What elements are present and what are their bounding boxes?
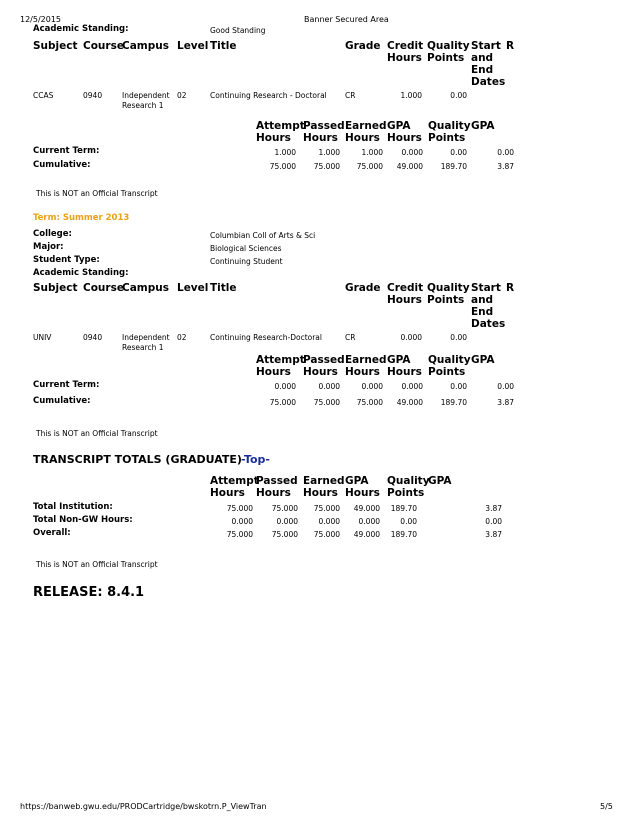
header-grade: Grade [345, 282, 381, 294]
gpa-hours: 49.000 [396, 398, 423, 407]
header-subject: Subject [33, 40, 78, 52]
student-type-label: Student Type: [33, 255, 100, 265]
earned-hours: 1.000 [361, 148, 383, 157]
header-campus: Campus [122, 40, 169, 52]
gpa: 0.00 [485, 517, 502, 526]
header-passed-hours: Passed Hours [303, 120, 345, 144]
term-heading: Term: Summer 2013 [33, 213, 130, 223]
course-quality-points: 0.00 [450, 333, 467, 342]
gpa-hours: 49.000 [353, 504, 380, 513]
gpa: 3.87 [497, 398, 514, 407]
gpa: 3.87 [497, 162, 514, 171]
header-r: R [506, 282, 515, 294]
header-earned-hours: Earned Hours [303, 475, 345, 499]
quality-points: 0.00 [400, 517, 417, 526]
header-course: Course [83, 40, 124, 52]
attempt-hours: 0.000 [274, 382, 296, 391]
gpa-hours: 0.000 [401, 382, 423, 391]
gpa-hours: 0.000 [358, 517, 380, 526]
header-level: Level [177, 282, 209, 294]
header-campus: Campus [122, 282, 169, 294]
release-version: RELEASE: 8.4.1 [33, 585, 145, 600]
header-start-end-dates: Start and End Dates [471, 282, 506, 330]
unofficial-note: This is NOT an Official Transcript [36, 560, 158, 569]
quality-points: 189.70 [440, 162, 467, 171]
passed-hours: 75.000 [313, 398, 340, 407]
header-level: Level [177, 40, 209, 52]
gpa: 0.00 [497, 382, 514, 391]
course-level: 02 [177, 333, 187, 342]
attempt-hours: 75.000 [269, 162, 296, 171]
header-subject: Subject [33, 282, 78, 294]
course-quality-points: 0.00 [450, 91, 467, 100]
course-number: 0940 [83, 333, 103, 342]
attempt-hours: 75.000 [226, 504, 253, 513]
header-passed-hours: Passed Hours [256, 475, 298, 499]
header-attempt-hours: Attempt Hours [256, 120, 305, 144]
gpa-hours: 49.000 [353, 530, 380, 539]
totals-label: Total Non-GW Hours: [33, 515, 133, 525]
course-grade: CR [345, 91, 356, 100]
header-title: Title [210, 40, 237, 52]
course-campus: Independent Research 1 [122, 333, 170, 352]
major-label: Major: [33, 242, 64, 252]
academic-standing-label: Academic Standing: [33, 268, 129, 278]
student-type-value: Continuing Student [210, 257, 283, 266]
earned-hours: 75.000 [356, 398, 383, 407]
header-credit-hours: Credit Hours [387, 40, 424, 64]
header-quality-points: Quality Points [387, 475, 430, 499]
academic-standing-label: Academic Standing: [33, 24, 129, 34]
passed-hours: 1.000 [318, 148, 340, 157]
header-quality-points: Quality Points [427, 40, 470, 64]
totals-label: Overall: [33, 528, 71, 538]
earned-hours: 75.000 [313, 504, 340, 513]
header-passed-hours: Passed Hours [303, 354, 345, 378]
course-number: 0940 [83, 91, 103, 100]
academic-standing-value: Good Standing [210, 26, 266, 35]
course-title: Continuing Research - Doctoral [210, 91, 327, 100]
header-gpa-hours: GPA Hours [387, 354, 422, 378]
passed-hours: 0.000 [318, 382, 340, 391]
header-attempt-hours: Attempt Hours [210, 475, 259, 499]
header-grade: Grade [345, 40, 381, 52]
header-r: R [506, 40, 515, 52]
header-gpa: GPA [471, 120, 495, 132]
quality-points: 0.00 [450, 148, 467, 157]
course-level: 02 [177, 91, 187, 100]
unofficial-note: This is NOT an Official Transcript [36, 189, 158, 198]
course-campus: Independent Research 1 [122, 91, 170, 110]
gpa-hours: 0.000 [401, 148, 423, 157]
print-date: 12/5/2015 [20, 15, 62, 24]
course-subject: UNIV [33, 333, 52, 342]
header-attempt-hours: Attempt Hours [256, 354, 305, 378]
header-gpa: GPA [428, 475, 452, 487]
passed-hours: 75.000 [271, 504, 298, 513]
totals-label: Total Institution: [33, 502, 113, 512]
course-credit-hours: 1.000 [400, 91, 422, 100]
print-title: Banner Secured Area [304, 15, 389, 24]
college-label: College: [33, 229, 72, 239]
major-value: Biological Sciences [210, 244, 282, 253]
earned-hours: 75.000 [313, 530, 340, 539]
quality-points: 0.00 [450, 382, 467, 391]
gpa: 0.00 [497, 148, 514, 157]
quality-points: 189.70 [440, 398, 467, 407]
college-value: Columbian Coll of Arts & Sci [210, 231, 316, 240]
attempt-hours: 75.000 [226, 530, 253, 539]
transcript-totals-heading: TRANSCRIPT TOTALS (GRADUATE) [33, 453, 242, 466]
course-subject: CCAS [33, 91, 54, 100]
unofficial-note: This is NOT an Official Transcript [36, 429, 158, 438]
header-quality-points: Quality Points [428, 120, 471, 144]
header-gpa-hours: GPA Hours [387, 120, 422, 144]
attempt-hours: 0.000 [231, 517, 253, 526]
header-quality-points: Quality Points [427, 282, 470, 306]
attempt-hours: 1.000 [274, 148, 296, 157]
header-course: Course [83, 282, 124, 294]
header-earned-hours: Earned Hours [345, 354, 387, 378]
quality-points: 189.70 [390, 530, 417, 539]
gpa: 3.87 [485, 530, 502, 539]
header-gpa: GPA [471, 354, 495, 366]
header-credit-hours: Credit Hours [387, 282, 424, 306]
attempt-hours: 75.000 [269, 398, 296, 407]
header-earned-hours: Earned Hours [345, 120, 387, 144]
header-start-end-dates: Start and End Dates [471, 40, 506, 88]
header-quality-points: Quality Points [428, 354, 471, 378]
print-url: https://banweb.gwu.edu/PRODCartridge/bwskotrn.P_ViewTran [20, 802, 267, 811]
course-credit-hours: 0.000 [400, 333, 422, 342]
current-term-label: Current Term: [33, 146, 100, 156]
print-page-number: 5/5 [600, 802, 613, 811]
earned-hours: 0.000 [361, 382, 383, 391]
gpa: 3.87 [485, 504, 502, 513]
cumulative-label: Cumulative: [33, 160, 91, 170]
header-gpa-hours: GPA Hours [345, 475, 380, 499]
course-grade: CR [345, 333, 356, 342]
passed-hours: 0.000 [276, 517, 298, 526]
earned-hours: 75.000 [356, 162, 383, 171]
passed-hours: 75.000 [313, 162, 340, 171]
top-link[interactable]: -Top- [241, 453, 270, 466]
gpa-hours: 49.000 [396, 162, 423, 171]
quality-points: 189.70 [390, 504, 417, 513]
cumulative-label: Cumulative: [33, 396, 91, 406]
passed-hours: 75.000 [271, 530, 298, 539]
earned-hours: 0.000 [318, 517, 340, 526]
header-title: Title [210, 282, 237, 294]
course-title: Continuing Research-Doctoral [210, 333, 322, 342]
current-term-label: Current Term: [33, 380, 100, 390]
